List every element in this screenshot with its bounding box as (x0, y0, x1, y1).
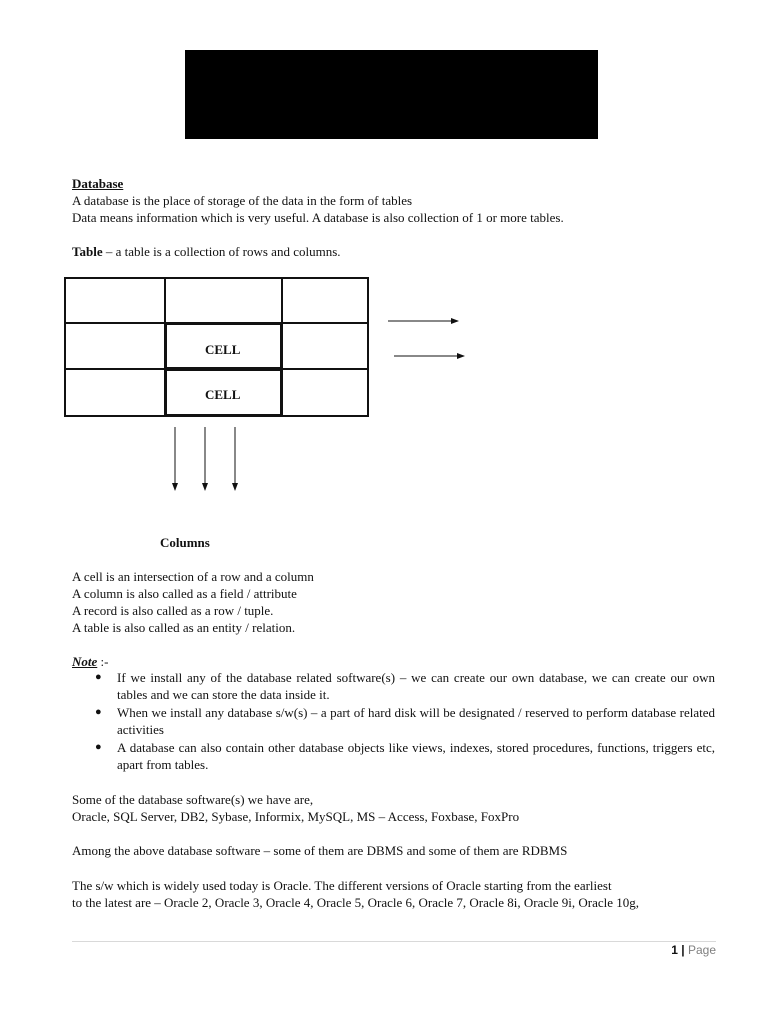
page-separator: | (681, 943, 685, 957)
definition-line: A column is also called as a field / attribute (72, 586, 297, 601)
database-definition-line-1: A database is the place of storage of the data in the form of tables (72, 193, 413, 208)
definition-line: A record is also called as a row / tuple. (72, 603, 274, 618)
table-definition-text: – a table is a collection of rows and columns. (102, 244, 341, 259)
oracle-line-1: The s/w which is widely used today is Oracle. The different versions of Oracle starting from the earliest (72, 878, 612, 893)
cell-label: CELL (205, 387, 241, 402)
note-heading: Note (72, 654, 98, 669)
definition-line: A cell is an intersection of a row and a column (72, 569, 314, 584)
page-footer (628, 943, 716, 957)
page-word: Page (687, 943, 716, 957)
dbms-rdbms-line: Among the above database software – some of them are DBMS and some of them are RDBMS (72, 843, 568, 858)
columns-label: Columns (160, 535, 210, 550)
database-heading: Database (72, 176, 124, 191)
list-item (95, 739, 715, 773)
footer-divider (72, 941, 716, 942)
list-item (95, 669, 715, 703)
definition-line: A table is also called as an entity / relation. (72, 620, 296, 635)
page-number: 1 (671, 943, 678, 957)
bullet-icon: ● (95, 741, 102, 753)
table-term: Table (72, 244, 103, 259)
list-item (95, 704, 715, 738)
bullet-icon: ● (95, 671, 102, 683)
note-bullet-list (95, 669, 715, 774)
database-definition-line-2: Data means information which is very useful. A database is also collection of 1 or more tables. (72, 210, 564, 225)
software-intro: Some of the database software(s) we have are, (72, 792, 314, 807)
bullet-text: If we install any of the database related software(s) – we can create our own database, we can create our own tables and we can store the data inside it. (117, 670, 715, 702)
cell-label: CELL (205, 342, 241, 357)
bullet-text: When we install any database s/w(s) – a part of hard disk will be designated / reserved to perform database related activities (117, 705, 715, 737)
note-suffix: :- (97, 654, 109, 669)
bullet-icon: ● (95, 706, 102, 718)
bullet-text: A database can also contain other database objects like views, indexes, stored procedures, functions, triggers etc, apart from tables. (117, 740, 715, 772)
software-list: Oracle, SQL Server, DB2, Sybase, Informix, MySQL, MS – Access, Foxbase, FoxPro (72, 809, 520, 824)
note-heading-line (72, 653, 108, 670)
oracle-line-2: to the latest are – Oracle 2, Oracle 3, Oracle 4, Oracle 5, Oracle 6, Oracle 7, Oracle 8i, Oracle 9i, Oracle 10g, (72, 895, 640, 910)
